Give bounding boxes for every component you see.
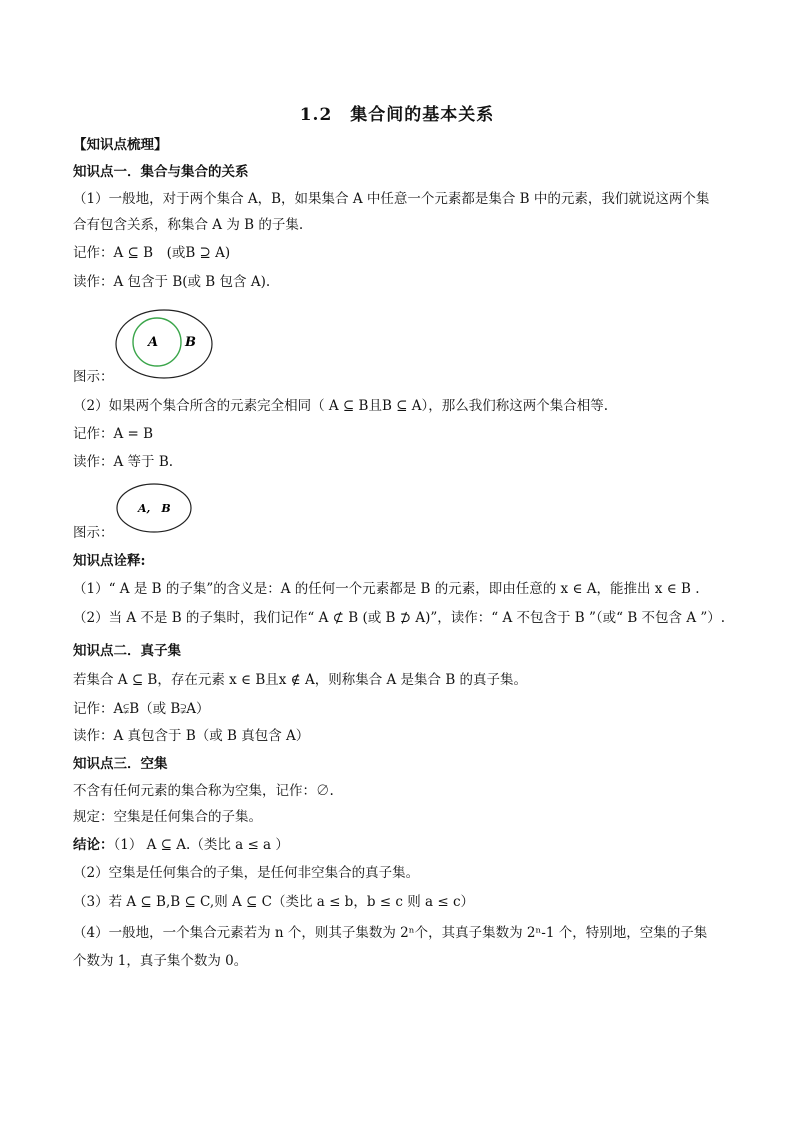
kp3-paragraph-2: 规定：空集是任何集合的子集。 [73, 809, 262, 825]
kp1-paragraph-2: （2）如果两个集合所含的元素完全相同（ A ⊆ B且B ⊆ A），那么我们称这两个集合相等. [73, 398, 609, 414]
venn-label-b: B [185, 335, 196, 350]
kp3-conclusion-4b: 个数为 1，真子集个数为 0。 [73, 953, 248, 969]
kp3-conclusion-1 [73, 836, 733, 854]
kp2-notation: 记作：A⫋B（或 B⫌A） [73, 701, 210, 717]
kp2-paragraph-1: 若集合 A ⊆ B，存在元素 x ∈ B且x ∉ A，则称集合 A 是集合 B 的真子集。 [73, 672, 528, 688]
kp3-conclusion-3: （3）若 A ⊆ B,B ⊆ C,则 A ⊆ C（类比 a ≤ b，b ≤ c 则 a ≤ c） [73, 894, 475, 910]
explain-item-1: （1）“ A 是 B 的子集”的含义是：A 的任何一个元素都是 B 的元素，即由任意的 x ∈ A，能推出 x ∈ B . [73, 581, 700, 597]
venn-label-a: A [148, 335, 159, 350]
kp1-heading: 知识点一．集合与集合的关系 [73, 164, 249, 180]
page-title: 1.2 集合间的基本关系 [299, 105, 495, 125]
kp1-notation-2: 记作：A = B [73, 426, 154, 442]
kp1-figure-label-2: 图示： [73, 525, 114, 541]
kp1-paragraph-1a: （1）一般地，对于两个集合 A，B，如果集合 A 中任意一个元素都是集合 B 中的元素，我们就说这两个集 [73, 191, 710, 207]
kp1-reading: 读作：A 包含于 B(或 B 包含 A). [73, 274, 271, 290]
kp1-notation: 记作：A ⊆ B (或B ⊇ A) [73, 245, 231, 261]
kp3-conclusion-label: 结论： [73, 837, 114, 853]
kp1-paragraph-1b: 合有包含关系，称集合 A 为 B 的子集. [73, 217, 304, 233]
explain-heading: 知识点诠释: [73, 553, 146, 569]
explain-item-2: （2）当 A 不是 B 的子集时，我们记作“ A ⊄ B (或 B ⊅ A)”，读作：“ A 不包含于 B ”（或“ B 不包含 A ”）. [73, 610, 726, 626]
kp2-reading: 读作：A 真包含于 B（或 B 真包含 A） [73, 728, 310, 744]
kp3-conclusion-4a: （4）一般地，一个集合元素若为 n 个，则其子集数为 2ⁿ个，其真子集数为 2ⁿ-1 个，特别地，空集的子集 [73, 925, 708, 941]
section-label: 【知识点梳理】 [73, 137, 168, 153]
kp3-conclusion-2: （2）空集是任何集合的子集，是任何非空集合的真子集。 [73, 865, 420, 881]
kp3-heading: 知识点三．空集 [73, 756, 168, 772]
venn-equal-label: A, B [138, 502, 171, 515]
kp3-conclusion-1-text: （1） A ⊆ A.（类比 a ≤ a ） [113, 837, 289, 853]
kp1-reading-2: 读作：A 等于 B. [73, 454, 174, 470]
kp2-heading: 知识点二．真子集 [73, 643, 181, 659]
kp3-paragraph-1: 不含有任何元素的集合称为空集，记作：∅. [73, 783, 334, 799]
kp1-figure-label: 图示： [73, 369, 114, 385]
